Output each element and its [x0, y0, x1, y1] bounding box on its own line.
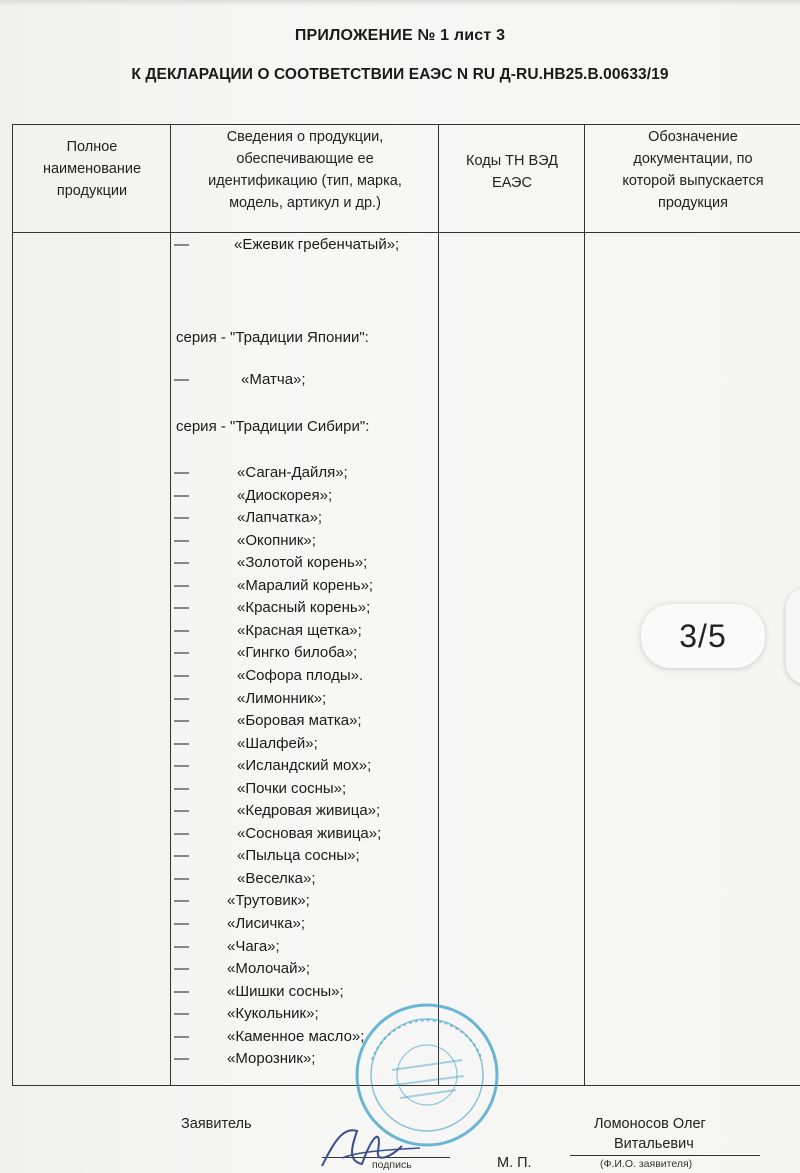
signature-caption: подпись: [372, 1159, 412, 1171]
column-header-line: Полное: [66, 139, 118, 155]
list-dash: —: [174, 824, 189, 842]
product-item: «Лисичка»;: [227, 915, 306, 932]
list-dash: —: [174, 509, 189, 527]
list-dash: —: [174, 734, 189, 752]
product-item: «Сосновая живица»;: [237, 824, 382, 842]
list-dash: —: [174, 531, 189, 549]
list-dash: —: [174, 779, 189, 797]
product-item: «Исландский мох»;: [237, 757, 372, 775]
product-item: «Гингко билоба»;: [237, 644, 358, 662]
page-indicator: 3/5: [641, 604, 765, 668]
list-dash: —: [174, 1027, 189, 1045]
list-dash: —: [174, 236, 189, 253]
fio-caption: (Ф.И.О. заявителя): [600, 1158, 693, 1170]
table-divider-3: [584, 124, 585, 1086]
applicant-name-line2: Витальевич: [614, 1136, 694, 1152]
product-item: «Диоскорея»;: [237, 486, 333, 504]
column-header-codes: [440, 150, 584, 194]
list-dash: —: [174, 666, 189, 684]
product-item: «Кедровая живица»;: [237, 802, 381, 820]
column-header-documentation: [586, 126, 800, 214]
column-header-line: обеспечивающие ее: [236, 151, 374, 167]
list-dash: —: [174, 712, 189, 730]
product-item: «Каменное масло»;: [227, 1027, 365, 1045]
product-item: «Трутовик»;: [227, 892, 310, 910]
list-dash: —: [174, 915, 189, 932]
table-divider-2: [438, 124, 439, 1086]
list-dash: —: [174, 689, 189, 707]
column-header-line: Сведения о продукции,: [226, 129, 384, 145]
list-dash: —: [174, 892, 189, 910]
list-dash: —: [174, 960, 189, 978]
page-subtitle: К ДЕКЛАРАЦИИ О СООТВЕТСТВИИ ЕАЭС N RU Д-RU.НВ25.В.00633/19: [131, 66, 669, 83]
list-dash: —: [174, 464, 189, 481]
product-item: «Морозник»;: [227, 1050, 316, 1068]
product-item: «Ежевик гребенчатый»;: [234, 236, 400, 253]
page-top-shadow: [0, 0, 800, 6]
product-item: «Окопник»;: [237, 531, 316, 549]
product-item: «Веселка»;: [237, 869, 316, 887]
product-item: «Красная щетка»;: [237, 621, 362, 639]
column-header-line: Коды ТН ВЭД: [466, 153, 558, 169]
column-header-line: которой выпускается: [622, 173, 764, 189]
product-item: «Молочай»;: [227, 960, 310, 978]
column-header-line: документации, по: [633, 151, 753, 167]
applicant-name-line1: Ломоносов Олег: [594, 1116, 706, 1132]
column-header-line: продукция: [658, 195, 728, 211]
list-dash: —: [174, 621, 189, 639]
series-heading-siberia: серия - "Традиции Сибири":: [176, 418, 370, 435]
list-dash: —: [174, 1050, 189, 1068]
list-dash: —: [174, 869, 189, 887]
product-item: «Лимонник»;: [237, 689, 327, 707]
list-dash: —: [174, 599, 189, 617]
product-item: «Маралий корень»;: [237, 576, 374, 594]
product-item: «Чага»;: [227, 937, 280, 955]
list-dash: —: [174, 486, 189, 504]
product-item: «Саган-Дайля»;: [237, 464, 348, 481]
product-item: «Кукольник»;: [227, 1005, 319, 1023]
fio-line: [570, 1155, 760, 1156]
column-header-line: Обозначение: [648, 129, 738, 145]
table-border-left: [12, 124, 13, 1086]
list-dash: —: [174, 1005, 189, 1023]
stamp-place-label: М. П.: [497, 1155, 532, 1171]
product-item: «Золотой корень»;: [237, 554, 368, 572]
column-header-line: ЕАЭС: [492, 175, 532, 191]
product-item: «Матча»;: [241, 371, 306, 388]
list-dash: —: [174, 847, 189, 865]
product-item: «Шишки сосны»;: [227, 982, 344, 1000]
column-header-line: продукции: [56, 183, 128, 199]
applicant-label: Заявитель: [181, 1116, 252, 1132]
list-dash: —: [174, 554, 189, 572]
product-item: «Красный корень»;: [237, 599, 371, 617]
column-header-line: идентификацию (тип, марка,: [208, 173, 402, 189]
page-title: ПРИЛОЖЕНИЕ № 1 лист 3: [294, 27, 506, 44]
product-item: «Пыльца сосны»;: [237, 847, 360, 865]
list-dash: —: [174, 937, 189, 955]
series-heading-japan: серия - "Традиции Японии":: [176, 329, 369, 346]
table-header-separator: [12, 232, 800, 233]
product-item: «Почки сосны»;: [237, 779, 347, 797]
column-header-name: [14, 136, 170, 202]
product-item: «Лапчатка»;: [237, 509, 323, 527]
list-dash: —: [174, 802, 189, 820]
list-dash: —: [174, 644, 189, 662]
column-header-details: [172, 126, 438, 214]
list-dash: —: [174, 757, 189, 775]
list-dash: —: [174, 371, 189, 388]
table-divider-1: [170, 124, 171, 1086]
next-page-button[interactable]: [786, 588, 800, 684]
column-header-line: наименование: [42, 161, 142, 177]
column-header-line: модель, артикул и др.): [229, 195, 381, 211]
product-item: «Боровая матка»;: [237, 712, 362, 730]
product-item: «Шалфей»;: [237, 734, 318, 752]
product-item: «Софора плоды».: [237, 666, 364, 684]
list-dash: —: [174, 576, 189, 594]
signature-scribble: [312, 1106, 432, 1173]
list-dash: —: [174, 982, 189, 1000]
